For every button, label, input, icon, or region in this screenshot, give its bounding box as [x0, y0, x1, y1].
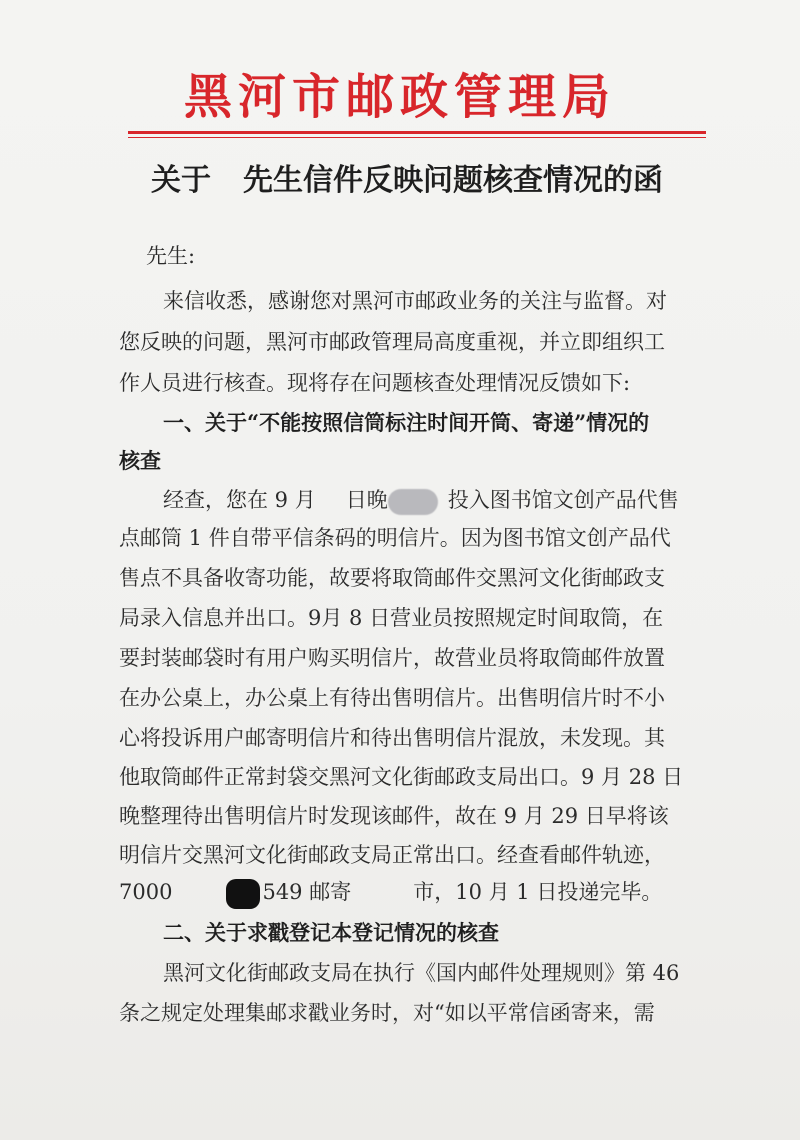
line-part: 经查，您在 9 月: [163, 488, 316, 512]
line-part: 市，10 月 1 日投递完毕。: [413, 880, 663, 904]
section-heading: 二、关于求戳登记本登记情况的核查: [163, 920, 499, 945]
letterhead: 黑河市邮政管理局: [183, 69, 616, 125]
line-part: 7000: [119, 880, 173, 904]
body-line-with-redaction: [163, 484, 679, 515]
body-line: 来信收悉，感谢您对黑河市邮政业务的关注与监督。对: [163, 289, 667, 313]
section-heading: 一、关于“不能按照信筒标注时间开筒、寄递”情况的: [163, 410, 650, 435]
redaction-mark: [388, 489, 438, 515]
body-line: 作人员进行核查。现将存在问题核查处理情况反馈如下:: [119, 371, 631, 395]
title-suffix: 先生信件反映问题核查情况的函: [243, 163, 663, 198]
body-line: 售点不具备收寄功能，故要将取筒邮件交黑河文化街邮政支: [119, 566, 665, 590]
body-line: 点邮筒 1 件自带平信条码的明信片。因为图书馆文创产品代: [119, 526, 671, 550]
body-line: 要封装邮袋时有用户购买明信片，故营业员将取筒邮件放置: [119, 646, 665, 670]
body-line: 在办公桌上，办公桌上有待出售明信片。出售明信片时不小: [119, 686, 665, 710]
letterhead-rule-thin: [128, 137, 706, 138]
body-line: 您反映的问题，黑河市邮政管理局高度重视，并立即组织工: [119, 330, 665, 354]
body-line: 心将投诉用户邮寄明信片和待出售明信片混放，未发现。其: [119, 726, 665, 750]
title-prefix: 关于: [151, 163, 211, 198]
line-part: 日晚: [345, 488, 388, 512]
section-heading: 核查: [119, 448, 161, 473]
line-part: 投入图书馆文创产品代售: [447, 488, 679, 512]
body-line: 晚整理待出售明信片时发现该邮件，故在 9 月 29 日早将该: [119, 804, 669, 828]
body-line: 局录入信息并出口。9月 8 日营业员按照规定时间取筒，在: [119, 606, 664, 630]
body-line-with-redaction: [119, 876, 662, 909]
body-line: 条之规定处理集邮求戳业务时，对“如以平常信函寄来，需: [119, 1001, 655, 1025]
body-line: 黑河文化街邮政支局在执行《国内邮件处理规则》第 46: [163, 961, 680, 985]
letterhead-rule-thick: [128, 131, 706, 134]
line-part: 549 邮寄: [262, 880, 352, 904]
body-line: 明信片交黑河文化街邮政支局正常出口。经查看邮件轨迹，: [119, 843, 665, 867]
salutation: 先生:: [146, 244, 196, 268]
redaction-mark: [226, 879, 260, 909]
body-line: 他取筒邮件正常封袋交黑河文化街邮政支局出口。9 月 28 日: [119, 765, 684, 789]
document-title: [151, 155, 663, 199]
